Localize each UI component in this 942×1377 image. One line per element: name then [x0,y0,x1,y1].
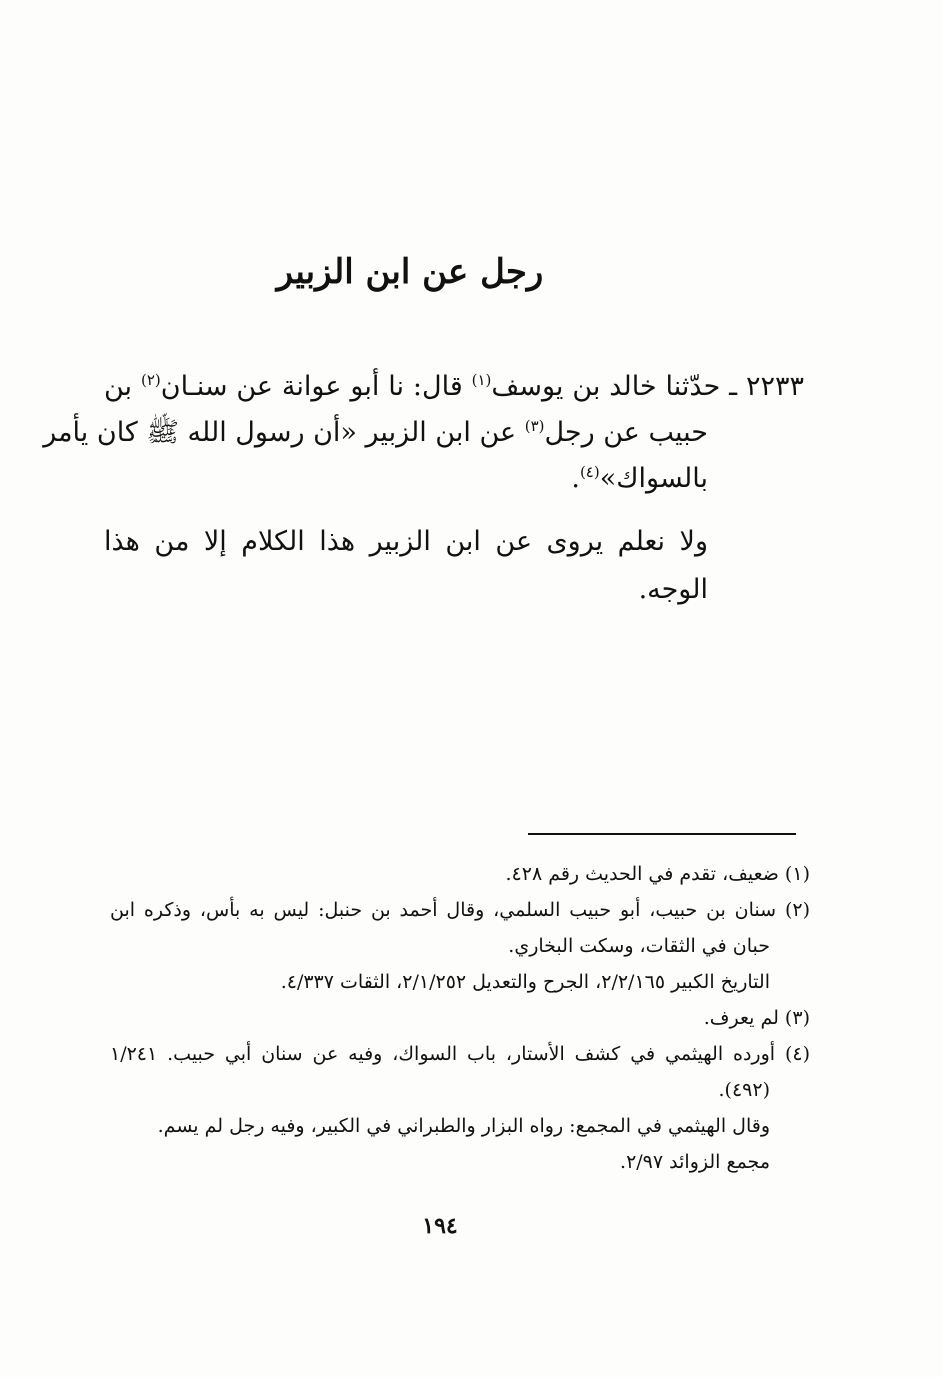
hadith-text [43,364,805,502]
hadith-text-part: قال: نا أبو عوانة عن سنـان [160,371,472,402]
page-number: ١٩٤ [422,1213,458,1239]
hadith-number: ٢٢٣٣ [746,371,805,402]
footnote-4-line-4: مجمع الزوائد ٢/٩٧. [620,1151,770,1173]
section-title: رجل عن ابن الزبير [276,252,544,292]
footnote-4-line-3: وقال الهيثمي في المجمع: رواه البزار والطبراني في الكبير، وفيه رجل لم يسم. [157,1115,770,1137]
hadith-line-2 [43,410,804,456]
hadith-line-1 [104,364,804,410]
footnote-2-line-2: حبان في الثقات، وسكت البخاري. [508,935,770,957]
footnotes [110,856,810,1180]
hadith-text-part: حبيب عن رجل [544,417,708,448]
footnote-ref-1[interactable]: (١) [471,371,492,389]
footnote-2-line-3: التاريخ الكبير ٢/٢/١٦٥، الجرح والتعديل ٢/١/٢٥٢، الثقات ٤/٣٣٧. [280,971,770,993]
footnote-4-line-2: (٤٩٢). [718,1079,770,1101]
footnote-3-line-1: (٣) لم يعرف. [703,1007,810,1029]
footnote-separator [528,833,796,835]
comment-line-2: الوجه. [638,574,708,605]
hadith-text-part: بن [104,371,141,402]
hadith-text-part: بالسواك» [599,463,708,494]
comment-line-1: ولا نعلم يروى عن ابن الزبير هذا الكلام إلا من هذا [104,526,708,557]
hadith-text-part: عن ابن الزبير «أن رسول الله ﷺ كان يأمر [43,417,525,448]
hadith-text-part: . [571,463,580,494]
footnote-2-line-1: (٢) سنان بن حبيب، أبو حبيب السلمي، وقال أحمد بن حنبل: ليس به بأس، وذكره ابن [110,899,810,921]
hadith-line-3 [104,456,804,502]
footnote-ref-3[interactable]: (٣) [524,417,545,435]
footnote-1-line-1: (١) ضعيف، تقدم في الحديث رقم ٤٢٨. [505,863,810,885]
footnote-ref-2[interactable]: (٢) [140,371,161,389]
author-comment [104,518,804,614]
hadith-dash: ـ [729,371,738,402]
footnote-4-line-1: (٤) أورده الهيثمي في كشف الأستار، باب السواك، وفيه عن سنان أبي حبيب. ١/٢٤١ [110,1043,810,1065]
footnote-ref-4[interactable]: (٤) [579,463,600,481]
hadith-text-part: حدّثنا خالد بن يوسف [491,371,721,402]
